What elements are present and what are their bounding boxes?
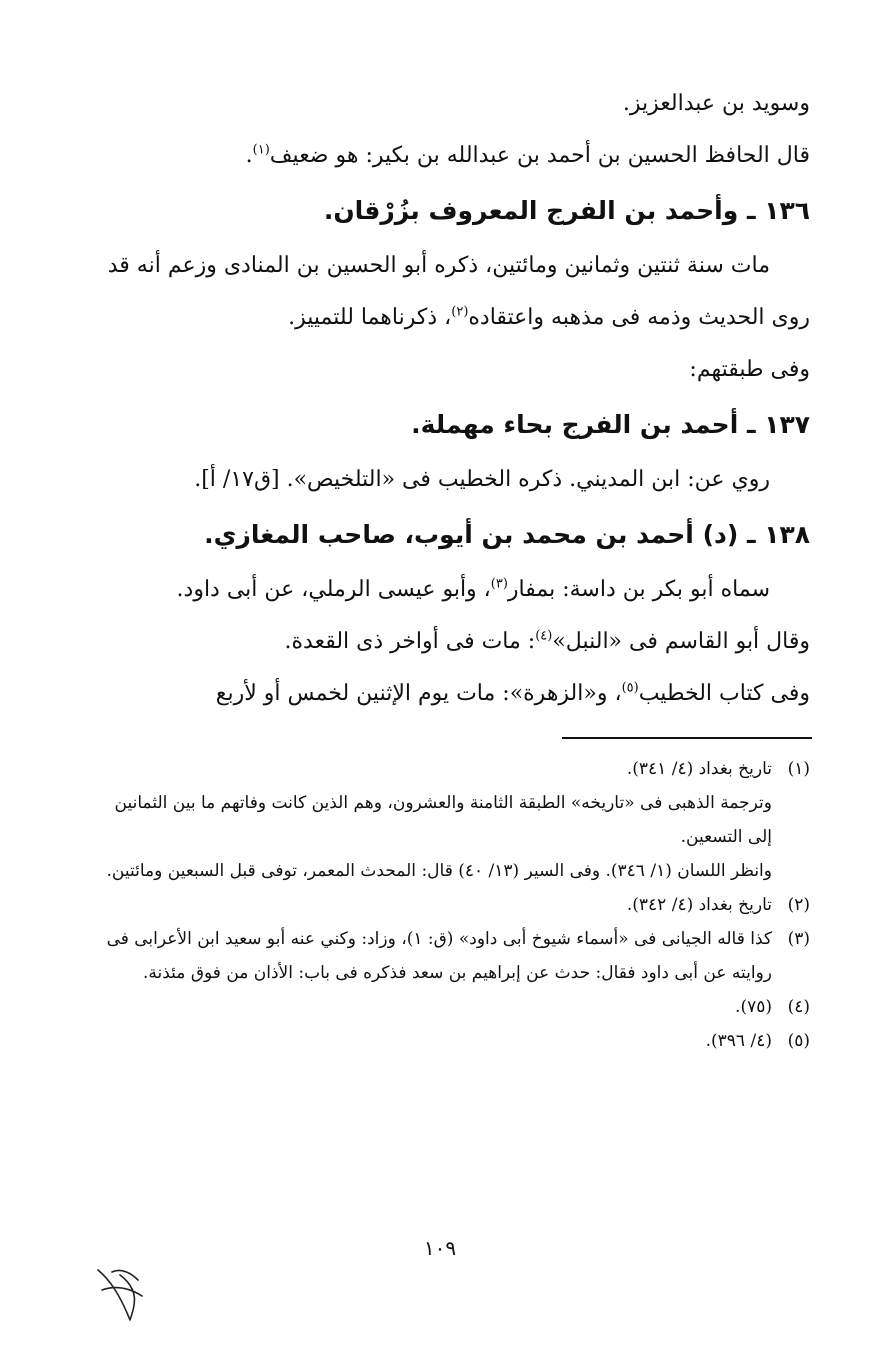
- text-span: .: [245, 143, 253, 168]
- footnote-4: [100, 990, 810, 1024]
- text-span: ، و«الزهرة»: مات يوم الإثنين لخمس أو لأربع: [215, 681, 622, 706]
- footnote-text: تاريخ بغداد (٤/ ٣٤١).: [626, 759, 772, 779]
- text-span: وقال أبو القاسم فى «النبل»: [552, 629, 810, 654]
- footnote-1-continuation: وترجمة الذهبى فى «تاريخه» الطبقة الثامنة والعشرون، وهم الذين كانت وفاتهم ما بين الثمانين إلى التسعين.: [114, 793, 772, 847]
- text-span: ، ذكرناهما للتمييز.: [288, 305, 452, 330]
- text-line: [100, 78, 810, 130]
- handwritten-mark-icon: [90, 1250, 150, 1330]
- text-line: [100, 616, 810, 668]
- main-text: [100, 78, 810, 720]
- entry-heading-136: ١٣٦ ـ وأحمد بن الفرج المعروف بزُرْقان.: [323, 196, 810, 225]
- footnote-ref: (٣): [490, 576, 508, 592]
- text-line: [100, 454, 810, 506]
- footnote-number: (١): [787, 759, 810, 779]
- text-span: مات سنة ثنتين وثمانين ومائتين، ذكره أبو الحسين بن المنادى وزعم أنه قد: [107, 253, 770, 278]
- footnote-number: (٤): [787, 997, 810, 1017]
- footnote-text: كذا قاله الجيانى فى «أسماء شيوخ أبى داود» (ق: ١)، وزاد: وكني عنه أبو سعيد ابن الأعرابى فى روايته عن أبى داود فقال: حدث عن إبراهيم بن سعد فذكره فى باب: الأذان من فوق مئذنة.: [106, 929, 772, 983]
- footnote-text: (٤/ ٣٩٦).: [705, 1031, 772, 1051]
- footnote-ref: (٢): [451, 304, 469, 320]
- footnote-divider: [562, 737, 812, 739]
- footnote-ref: (٥): [621, 680, 639, 696]
- footnote-ref: (١): [252, 142, 270, 158]
- footnote-text: (٧٥).: [735, 997, 772, 1017]
- footnote-1: [100, 752, 810, 786]
- text-span: قال الحافظ الحسين بن أحمد بن عبدالله بن بكير: هو ضعيف: [269, 143, 810, 168]
- text-line: [100, 668, 810, 720]
- footnote-1-continuation: وانظر اللسان (١/ ٣٤٦). وفى السير (١٣/ ٤٠) قال: المحدث المعمر، توفى قبل السبعين ومائتين.: [106, 861, 772, 881]
- entry-heading-138: ١٣٨ ـ (د) أحمد بن محمد بن أيوب، صاحب المغازي.: [204, 520, 810, 549]
- page-number: ١٠٩: [423, 1236, 457, 1260]
- text-line: [100, 292, 810, 344]
- text-span: وسويد بن عبدالعزيز.: [622, 91, 810, 116]
- text-span: : مات فى أواخر ذى القعدة.: [284, 629, 536, 654]
- text-span: وفى طبقتهم:: [689, 357, 810, 382]
- footnote-3: [100, 922, 810, 990]
- text-line: [100, 130, 810, 182]
- footnote-5: [100, 1024, 810, 1058]
- footnote-number: (٢): [787, 895, 810, 915]
- text-line: [100, 344, 810, 396]
- text-span: ، وأبو عيسى الرملي، عن أبى داود.: [176, 577, 491, 602]
- text-span: وفى كتاب الخطيب: [638, 681, 810, 706]
- footnote-number: (٣): [787, 929, 810, 949]
- text-line: [100, 240, 810, 292]
- text-span: روي عن: ابن المديني. ذكره الخطيب فى «التلخيص». [ق١٧/ أ].: [194, 467, 770, 492]
- text-line: [100, 564, 810, 616]
- text-span: سماه أبو بكر بن داسة: بمفار: [507, 577, 770, 602]
- entry-heading-137: ١٣٧ ـ أحمد بن الفرج بحاء مهملة.: [411, 410, 810, 439]
- footnote-ref: (٤): [535, 628, 553, 644]
- footnotes: [100, 752, 810, 1058]
- footnote-number: (٥): [787, 1031, 810, 1051]
- footnote-text: تاريخ بغداد (٤/ ٣٤٢).: [626, 895, 772, 915]
- text-span: روى الحديث وذمه فى مذهبه واعتقاده: [468, 305, 810, 330]
- footnote-2: [100, 888, 810, 922]
